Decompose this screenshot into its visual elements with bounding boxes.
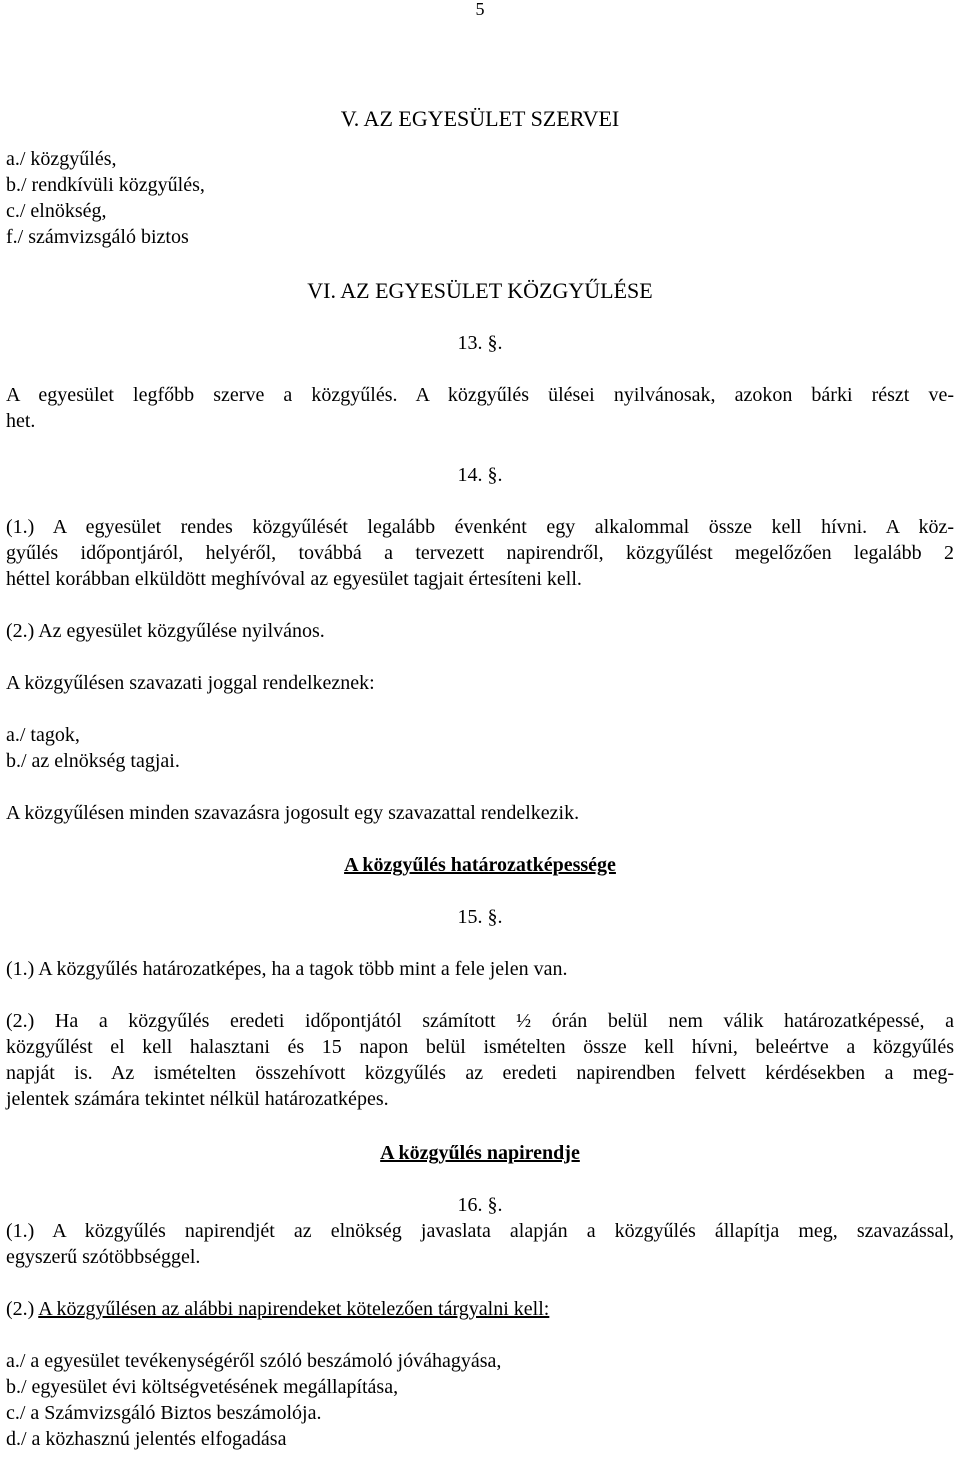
p14-para1-line: (1.) A egyesület rendes közgyűlését legalább évenként egy alkalommal össze kell hívni. A köz- [6, 516, 954, 538]
organ-item: b./ rendkívüli közgyűlés, [6, 174, 205, 196]
quorum-para1: (1.) A közgyűlés határozatképes, ha a tagok több mint a fele jelen van. [6, 958, 568, 980]
p14-para2: (2.) Az egyesület közgyűlése nyilvános. [6, 620, 325, 642]
organ-item: c./ elnökség, [6, 200, 107, 222]
organ-item: a./ közgyűlés, [6, 148, 117, 170]
agenda-para2-prefix: (2.) [6, 1298, 39, 1320]
quorum-heading: A közgyűlés határozatképessége [344, 854, 616, 876]
quorum-para2-line: közgyűlést el kell halasztani és 15 napon belül ismételten össze kell hívni, beleértve a közgyűlés [6, 1036, 954, 1058]
agenda-heading: A közgyűlés napirendje [380, 1142, 580, 1164]
voting-intro: A közgyűlésen szavazati joggal rendelkeznek: [6, 672, 375, 694]
agenda-para2-text: A közgyűlésen az alábbi napirendeket kötelezően tárgyalni kell: [38, 1298, 550, 1320]
one-vote-rule: A közgyűlésen minden szavazásra jogosult egy szavazattal rendelkezik. [6, 802, 580, 824]
voting-item: b./ az elnökség tagjai. [6, 750, 180, 772]
page-number: 5 [475, 0, 485, 19]
paragraph-number-15: 15. §. [457, 906, 503, 928]
quorum-para2-line: (2.) Ha a közgyűlés eredeti időpontjától számított ½ órán belül nem válik határozatképessé, a [6, 1010, 954, 1032]
quorum-para2-line: napját is. Az ismételten összehívott közgyűlés az eredeti napirendben felvett kérdésekben a meg- [6, 1062, 954, 1084]
p14-para1-line: héttel korábban elküldött meghívóval az egyesület tagjait értesíteni kell. [6, 568, 582, 590]
p13-line: het. [6, 410, 36, 432]
agenda-item: b./ egyesület évi költségvetésének megállapítása, [6, 1376, 399, 1398]
quorum-para2-line: jelentek számára tekintet nélkül határozatképes. [6, 1088, 389, 1110]
voting-item: a./ tagok, [6, 724, 80, 746]
section-v-title: V. AZ EGYESÜLET SZERVEI [340, 106, 620, 131]
p13-line: A egyesület legfőbb szerve a közgyűlés. A közgyűlés ülései nyilvánosak, azokon bárki részt ve- [6, 384, 954, 406]
organ-item: f./ számvizsgáló biztos [6, 226, 189, 248]
paragraph-number-14: 14. §. [457, 464, 503, 486]
agenda-para1-line: (1.) A közgyűlés napirendjét az elnökség javaslata alapján a közgyűlés állapítja meg, szavazással, [6, 1220, 954, 1242]
agenda-item: c./ a Számvizsgáló Biztos beszámolója. [6, 1402, 322, 1424]
agenda-para2 [6, 1296, 954, 1322]
p14-para1-line: gyűlés időpontjáról, helyéről, továbbá a tervezett napirendről, közgyűlést megelőzően legalább 2 [6, 542, 954, 564]
agenda-item: a./ a egyesület tevékenységéről szóló beszámoló jóváhagyása, [6, 1350, 502, 1372]
section-vi-title: VI. AZ EGYESÜLET KÖZGYŰLÉSE [307, 278, 653, 303]
agenda-para1-line: egyszerű szótöbbséggel. [6, 1246, 201, 1268]
agenda-item: d./ a közhasznú jelentés elfogadása [6, 1428, 287, 1450]
paragraph-number-13: 13. §. [457, 332, 503, 354]
paragraph-number-16: 16. §. [457, 1194, 503, 1216]
